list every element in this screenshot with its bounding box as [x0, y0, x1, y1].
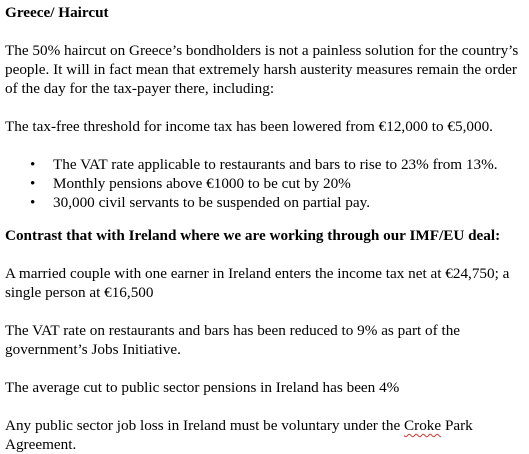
spacer — [5, 302, 525, 321]
spacer — [5, 212, 525, 226]
spacer — [5, 359, 525, 378]
spacer — [5, 245, 525, 264]
job-loss-text-end: Park Agreement. — [5, 417, 473, 453]
spellcheck-word: Croke — [404, 417, 442, 434]
list-item: • Monthly pensions above €1000 to be cut by 20% — [27, 174, 525, 193]
spacer — [5, 136, 525, 155]
greece-measures-list — [5, 155, 525, 212]
job-loss-text: Any public sector job loss in Ireland must be voluntary under the — [5, 417, 405, 434]
list-item: • The VAT rate applicable to restaurants and bars to rise to 23% from 13%. — [27, 155, 525, 174]
document-title: Greece/ Haircut — [5, 4, 109, 21]
spacer — [5, 98, 525, 117]
document-body — [5, 3, 525, 454]
job-loss-paragraph — [5, 416, 525, 454]
spacer — [5, 397, 525, 416]
contrast-heading: Contrast that with Ireland where we are working through our IMF/EU deal: — [5, 227, 501, 244]
list-item: • 30,000 civil servants to be suspended on partial pay. — [27, 193, 525, 212]
threshold-paragraph: The tax-free threshold for income tax has been lowered from €12,000 to €5,000. — [5, 118, 493, 135]
pension-paragraph: The average cut to public sector pensions in Ireland has been 4% — [5, 379, 400, 396]
spacer — [5, 22, 525, 41]
intro-paragraph: The 50% haircut on Greece’s bondholders is not a painless solution for the country’s people. It will in fact mean that extremely harsh austerity measures remain the order of the day for the tax-payer there, including: — [5, 42, 519, 97]
married-couple-paragraph: A married couple with one earner in Ireland enters the income tax net at €24,750; a single person at €16,500 — [5, 265, 510, 301]
vat-paragraph: The VAT rate on restaurants and bars has been reduced to 9% as part of the government’s Jobs Initiative. — [5, 322, 461, 358]
